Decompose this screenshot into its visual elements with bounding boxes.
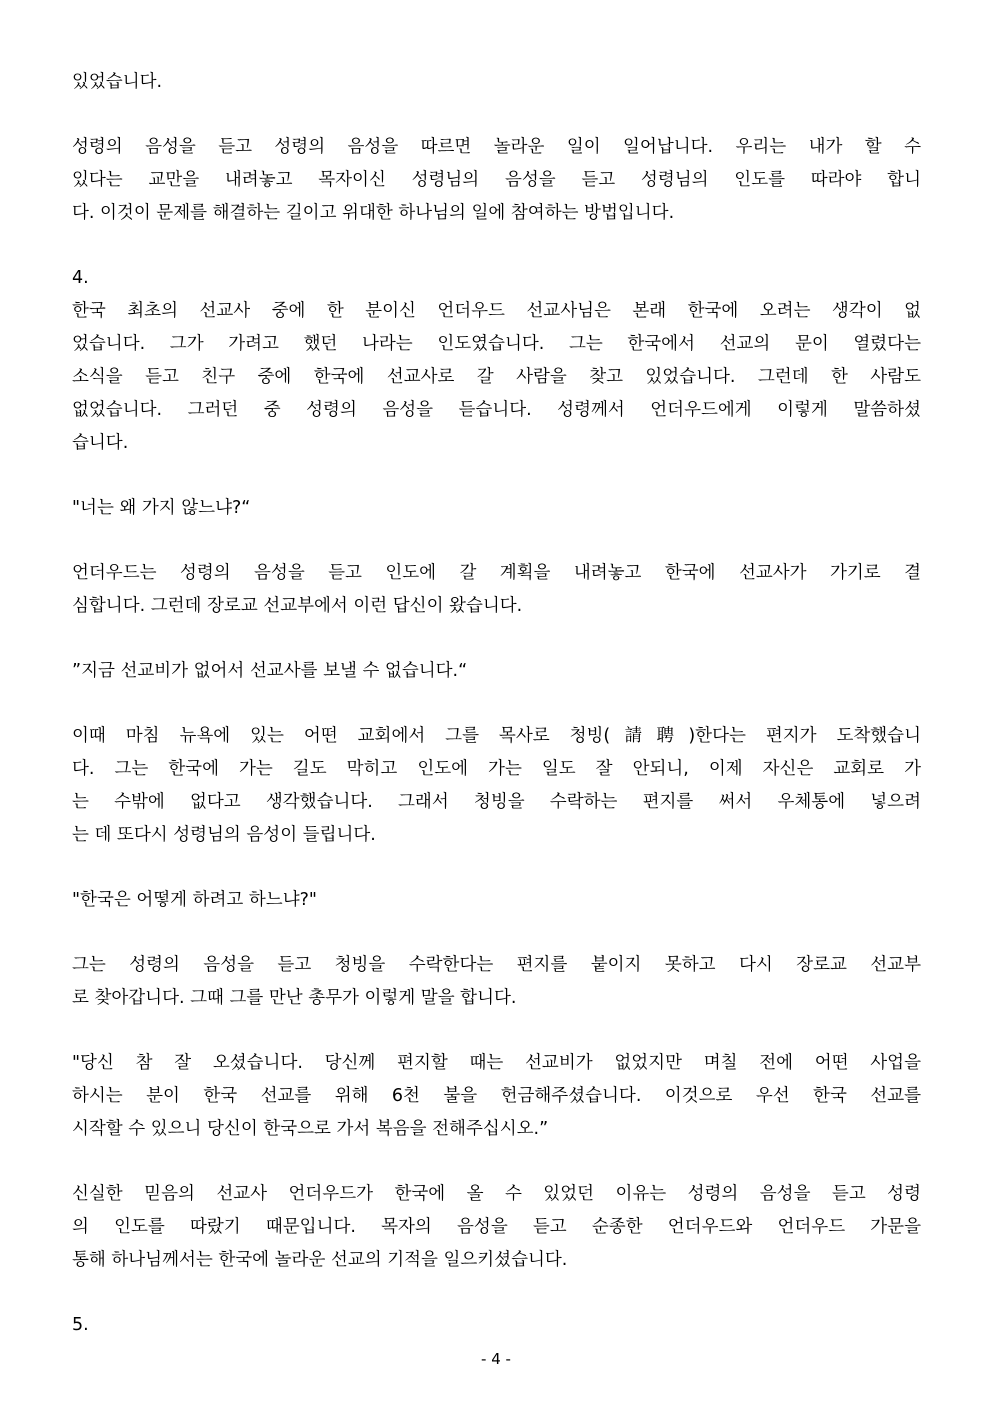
text-line: 습니다.	[72, 433, 129, 453]
text-line: 는 데 또다시 성령님의 음성이 들립니다.	[72, 825, 376, 845]
paragraph-return-to-board	[72, 949, 921, 1015]
text-line: 소식을 듣고 친구 중에 한국에 선교사로 갈 사람을 찾고 있었습니다. 그런데 한 사람도	[72, 367, 921, 387]
paragraph-gap	[72, 852, 921, 884]
text-line: 성령의 음성을 듣고 성령의 음성을 따르면 놀라운 일이 일어납니다. 우리는 내가 할 수	[72, 137, 921, 157]
text-line: "한국은 어떻게 하려고 하느냐?"	[72, 890, 317, 910]
paragraph-new-york-call	[72, 720, 921, 852]
text-line: 통해 하나님께서는 한국에 놀라운 선교의 기적을 일으키셨습니다.	[72, 1250, 568, 1270]
paragraph-decision	[72, 557, 921, 623]
text-line: 는 수밖에 없다고 생각했습니다. 그래서 청빙을 수락하는 편지를 써서 우체통에 넣으려	[72, 792, 921, 812]
text-line: 언더우드는 성령의 음성을 듣고 인도에 갈 계획을 내려놓고 한국에 선교사가 가기로 결	[72, 563, 921, 583]
text-line: "당신 참 잘 오셨습니다. 당신께 편지할 때는 선교비가 없었지만 며칠 전에 어떤 사업을	[72, 1053, 921, 1073]
text-line: 있다는 교만을 내려놓고 목자이신 성령님의 음성을 듣고 성령님의 인도를 따라야 합니	[72, 170, 921, 190]
quote-no-funds	[72, 655, 921, 688]
quote-why-not-go	[72, 492, 921, 525]
paragraph-gap	[72, 623, 921, 655]
text-line: 다. 그는 한국에 가는 길도 막히고 인도에 가는 일도 잘 안되니, 이제 자신은 교회로 가	[72, 759, 921, 779]
text-line: 없었습니다. 그러던 중 성령의 음성을 듣습니다. 성령께서 언더우드에게 이렇게 말씀하셨	[72, 400, 921, 420]
text-line: 로 찾아갑니다. 그때 그를 만난 총무가 이렇게 말을 합니다.	[72, 988, 517, 1008]
document-body	[72, 66, 921, 1342]
text-line: 었습니다. 그가 가려고 했던 나라는 인도였습니다. 그는 한국에서 선교의 문이 열렸다는	[72, 334, 921, 354]
text-line: 심합니다. 그런데 장로교 선교부에서 이런 답신이 왔습니다.	[72, 596, 523, 616]
paragraph-gap	[72, 1277, 921, 1309]
section-number-4: 4.	[72, 268, 89, 288]
text-line: 하시는 분이 한국 선교를 위해 6천 불을 헌금해주셨습니다. 이것으로 우선 한국 선교를	[72, 1086, 921, 1106]
text-line: "너는 왜 가지 않느냐?“	[72, 498, 251, 518]
section-number-5: 5.	[72, 1315, 89, 1335]
paragraph-continuation	[72, 66, 921, 99]
paragraph-gap	[72, 688, 921, 720]
text-line: 그는 성령의 음성을 듣고 청빙을 수락한다는 편지를 붙이지 못하고 다시 장로교 선교부	[72, 955, 921, 975]
paragraph-gap	[72, 1015, 921, 1047]
text-line: 다. 이것이 문제를 해결하는 길이고 위대한 하나님의 일에 참여하는 방법입니다.	[72, 203, 675, 223]
quote-what-about-korea	[72, 884, 921, 917]
text-line: 이때 마침 뉴욕에 있는 어떤 교회에서 그를 목사로 청빙(請聘)한다는 편지가 도착했습니	[72, 726, 921, 746]
paragraph-conclusion	[72, 1178, 921, 1277]
text-line: ”지금 선교비가 없어서 선교사를 보낼 수 없습니다.“	[72, 661, 468, 681]
text-line: 한국 최초의 선교사 중에 한 분이신 언더우드 선교사님은 본래 한국에 오려는 생각이 없	[72, 301, 921, 321]
paragraph-gap	[72, 460, 921, 492]
paragraph-gap	[72, 1146, 921, 1178]
paragraph-underwood-intro	[72, 295, 921, 460]
paragraph-spirit-voice	[72, 131, 921, 230]
quote-secretary	[72, 1047, 921, 1146]
page-number: - 4 -	[481, 1350, 511, 1368]
paragraph-gap	[72, 525, 921, 557]
paragraph-gap	[72, 230, 921, 262]
paragraph-gap	[72, 917, 921, 949]
text-line: 의 인도를 따랐기 때문입니다. 목자의 음성을 듣고 순종한 언더우드와 언더우드 가문을	[72, 1217, 921, 1237]
text-line: 시작할 수 있으니 당신이 한국으로 가서 복음을 전해주십시오.”	[72, 1119, 549, 1139]
text-line: 신실한 믿음의 선교사 언더우드가 한국에 올 수 있었던 이유는 성령의 음성을 듣고 성령	[72, 1184, 921, 1204]
paragraph-gap	[72, 99, 921, 131]
text-line: 있었습니다.	[72, 72, 163, 92]
